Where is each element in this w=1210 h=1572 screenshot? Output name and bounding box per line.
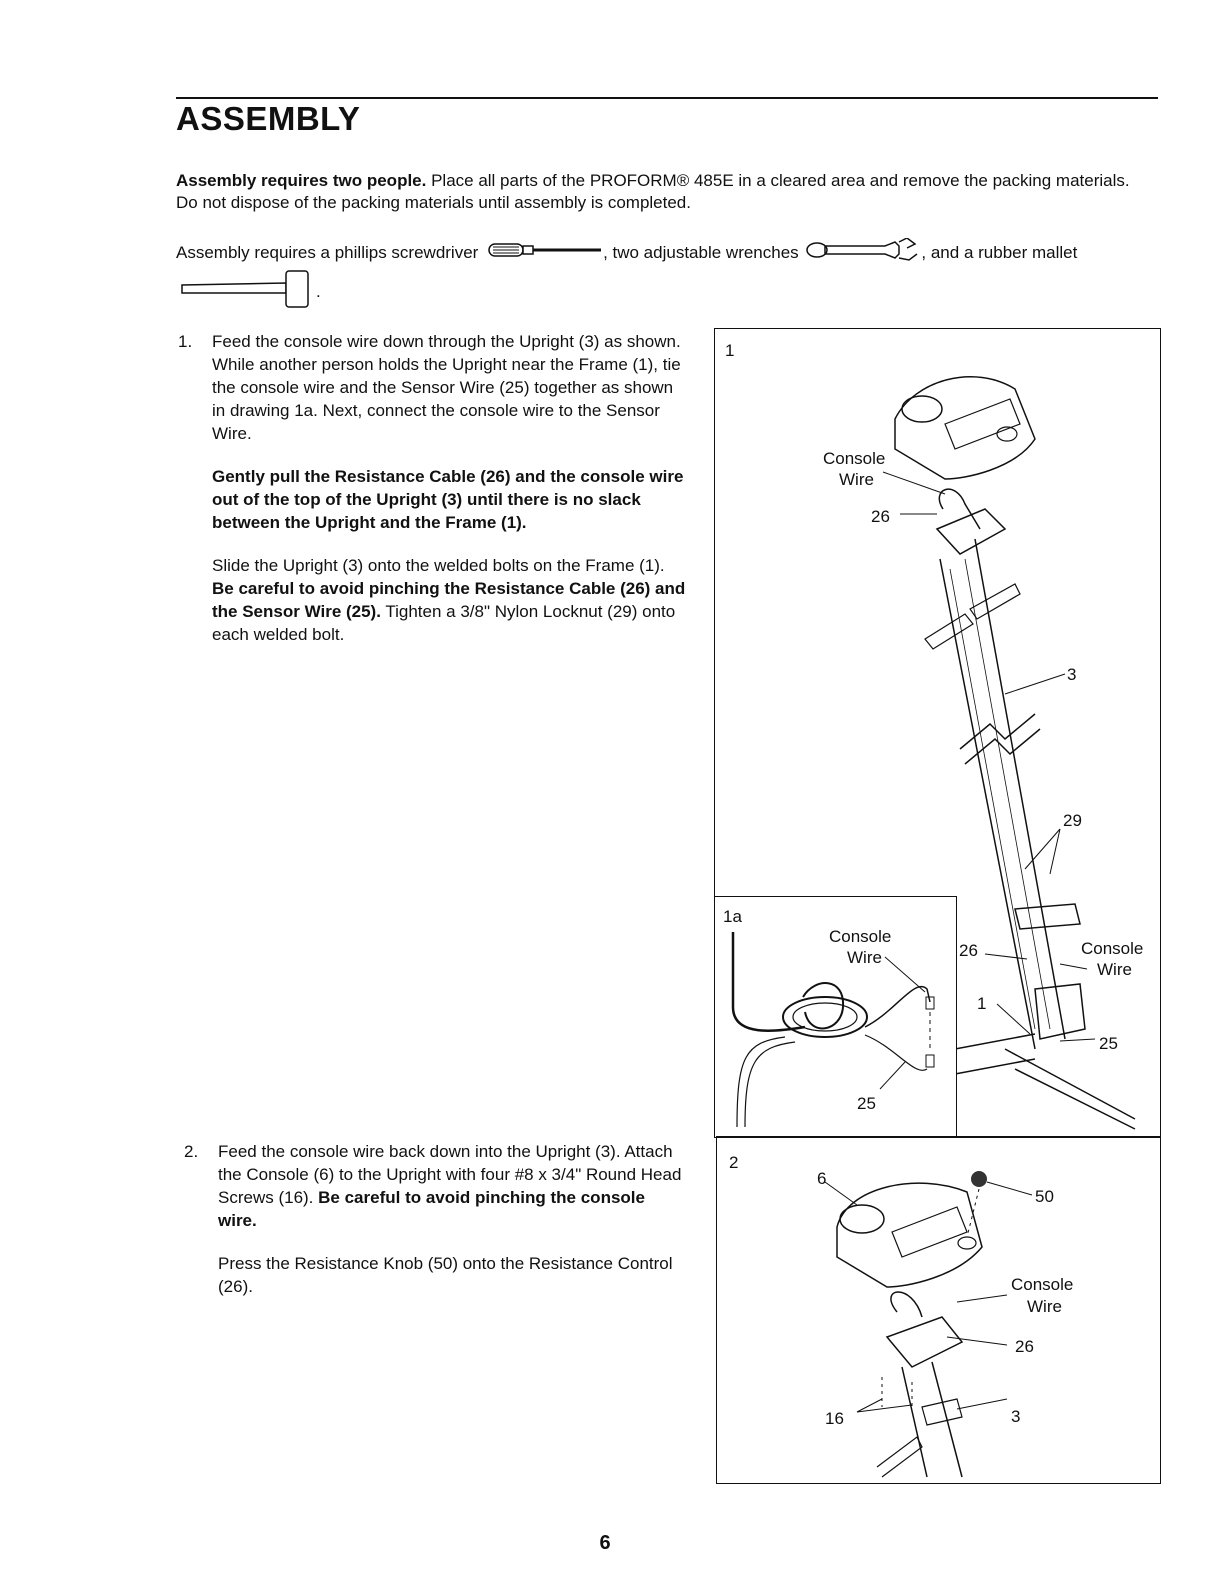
fig1-callout-1: 1 [977, 994, 987, 1013]
fig1a-console-label: Console [829, 927, 892, 946]
step-1-para-3a: Slide the Upright (3) onto the welded bolts on the Frame (1). [212, 556, 665, 575]
tools-text-3: , and a rubber mallet [921, 242, 1078, 262]
step-1-para-3b: Be careful to avoid pinching the Resistance Cable (26) and the Sensor Wire (25). [212, 579, 686, 621]
fig2-callout-3: 3 [1011, 1407, 1021, 1426]
fig2-callout-26: 26 [1015, 1337, 1034, 1356]
step-1-para-3c: Tighten a 3/8" Nylon Locknut (29) onto each welded bolt. [212, 602, 676, 644]
fig1-callout-3: 3 [1067, 665, 1077, 684]
fig1-wire-label: Wire [839, 470, 874, 489]
fig2-callout-50: 50 [1035, 1187, 1054, 1206]
intro-paragraph [176, 170, 1136, 214]
step-1-para-1: Feed the console wire down through the Upright (3) as shown. While another person holds the Upright near the Frame (1), tie the console wire and the Sensor Wire (25) together as shown in drawing 1a. Next, connect the console wire to the Sensor Wire. [212, 332, 681, 443]
fig1-callout-25: 25 [1099, 1034, 1118, 1053]
step-2-number: 2. [184, 1142, 199, 1161]
tools-text-1: Assembly requires a phillips screwdriver [176, 242, 479, 262]
figure-2-drawing [717, 1137, 1160, 1483]
fig1-callout-26: 26 [871, 507, 890, 526]
step-1-para-3 [212, 554, 688, 646]
fig1-wire-label-2: Wire [1097, 960, 1132, 979]
figure-2 [716, 1136, 1161, 1484]
step-2-para-2: Press the Resistance Knob (50) onto the Resistance Control (26). [218, 1254, 673, 1296]
tools-text-4: . [316, 281, 321, 301]
figure-1-id: 1 [725, 341, 735, 360]
fig1-callout-26b: 26 [959, 941, 978, 960]
figure-1a-id: 1a [723, 907, 742, 926]
fig1-callout-29: 29 [1063, 811, 1082, 830]
fig2-console-label: Console [1011, 1275, 1074, 1294]
step-1-para-2 [212, 465, 688, 534]
page-number: 6 [599, 1532, 611, 1554]
step-1 [178, 330, 688, 666]
tools-text-2: , two adjustable wrenches [603, 242, 799, 262]
wrench-icon [803, 238, 921, 269]
figure-2-id: 2 [729, 1153, 739, 1172]
mallet-icon [176, 269, 316, 316]
step-2-para-1a: Feed the console wire back down into the Upright (3). Attach the Console (6) to the Upright with four #8 x 3/4" Round Head Screws (16). [218, 1142, 682, 1207]
figure-1a [714, 896, 957, 1138]
step-2-para-1b: Be careful to avoid pinching the console wire. [218, 1188, 645, 1230]
intro-text: Place all parts of the PROFORM® 485E in a cleared area and remove the packing materials. Do not dispose of the packing materials until assembly is completed. [176, 171, 1130, 212]
step-1-number: 1. [178, 332, 193, 351]
fig2-callout-6: 6 [817, 1169, 827, 1188]
intro-bold: Assembly requires two people. [176, 171, 427, 190]
fig1-console-label-2: Console [1081, 939, 1144, 958]
tools-paragraph [176, 238, 1156, 316]
fig1a-wire-label: Wire [847, 948, 882, 967]
step-2 [184, 1140, 684, 1318]
screwdriver-icon [483, 240, 603, 267]
fig1a-callout-25: 25 [857, 1094, 876, 1113]
page-title: ASSEMBLY [176, 100, 361, 137]
fig1-console-label: Console [823, 449, 886, 468]
fig2-wire-label: Wire [1027, 1297, 1062, 1316]
fig2-callout-16: 16 [825, 1409, 844, 1428]
step-1-warning: Gently pull the Resistance Cable (26) and the console wire out of the top of the Upright (3) until there is no slack between the Upright and the Frame (1). [212, 467, 684, 532]
header-rule [176, 97, 1158, 99]
step-2-para-1 [218, 1140, 684, 1232]
